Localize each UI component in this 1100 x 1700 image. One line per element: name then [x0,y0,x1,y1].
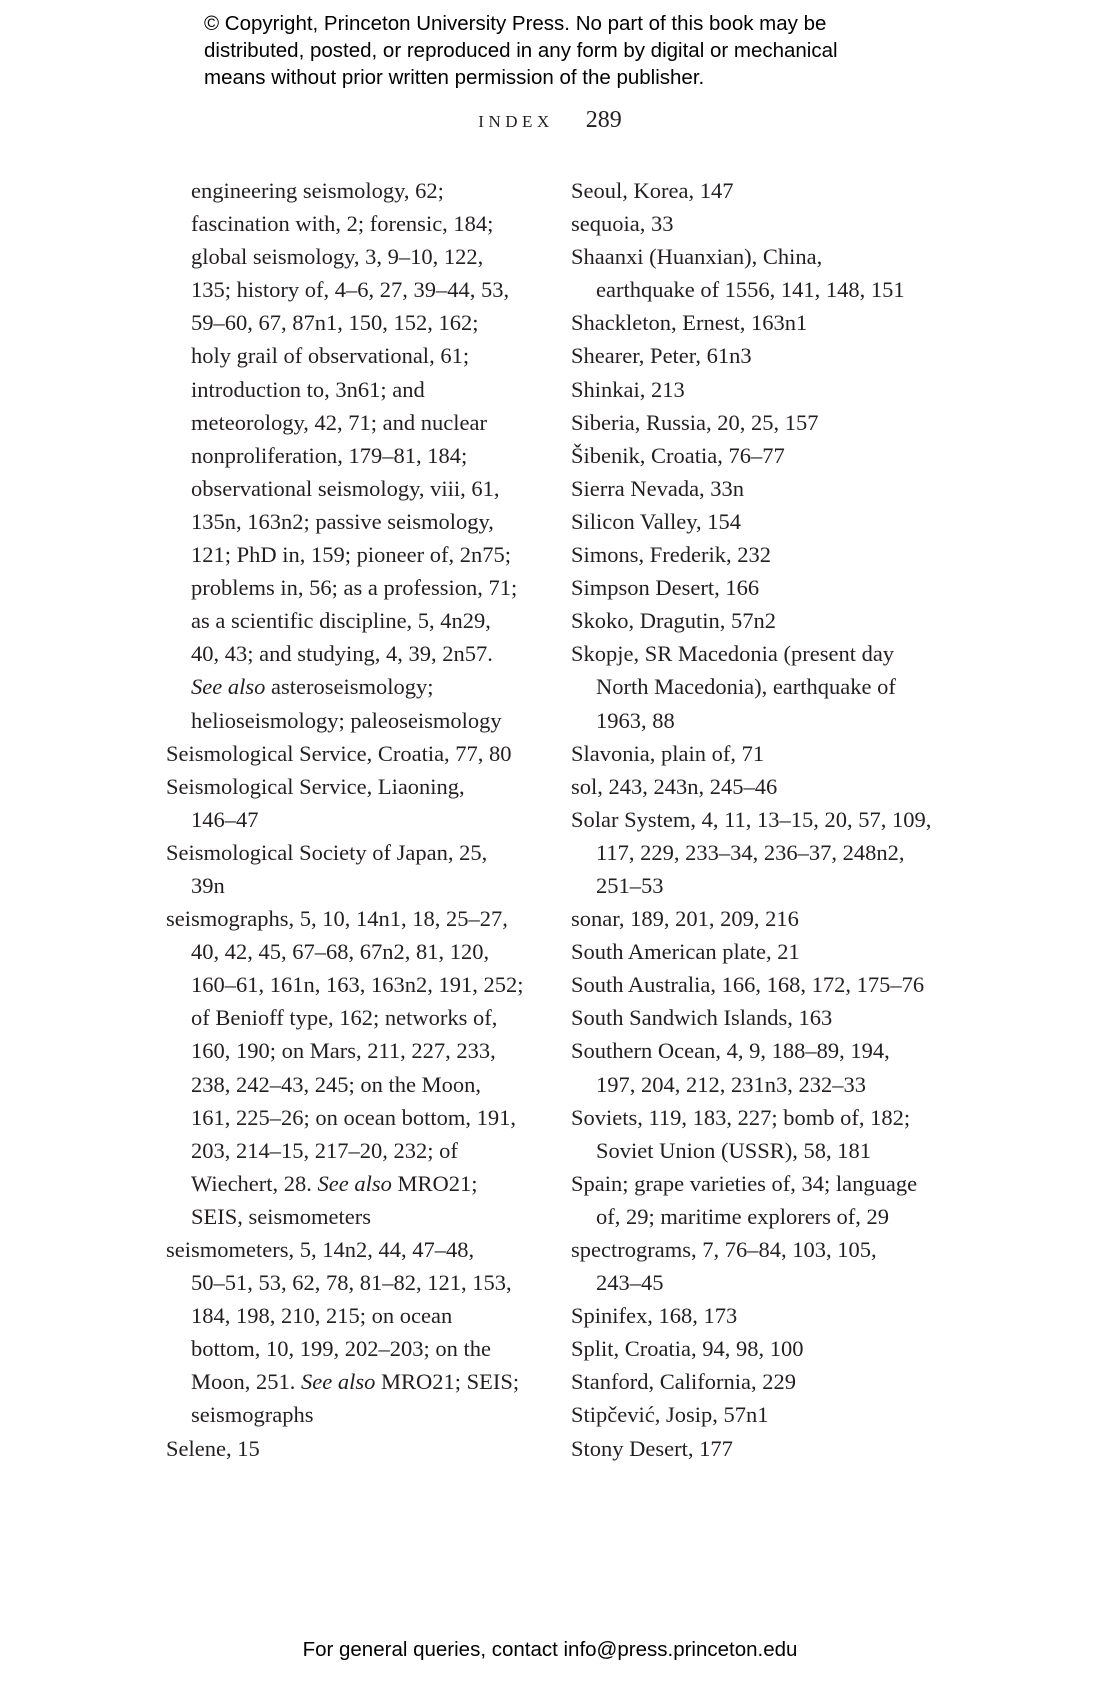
page-number: 289 [585,107,622,133]
index-entry: South Australia, 166, 168, 172, 175–76 [571,972,925,998]
index-line: 238, 242–43, 245; on the Moon, [191,1071,481,1097]
index-entry: Simpson Desert, 166 [571,575,760,601]
index-entry: Stanford, California, 229 [571,1369,796,1395]
index-entry: Southern Ocean, 4, 9, 188–89, 194, [571,1038,890,1064]
index-entry: sol, 243, 243n, 245–46 [571,773,778,799]
index-entry: Sierra Nevada, 33n [571,475,745,501]
index-entry: Soviets, 119, 183, 227; bomb of, 182; [571,1104,911,1130]
index-line: 135n, 163n2; passive seismology, [191,508,494,534]
index-line: global seismology, 3, 9–10, 122, [191,244,484,270]
index-line-see-also: Moon, 251. See also MRO21; SEIS; [191,1369,520,1395]
see-also-label: See also [301,1369,376,1395]
index-entry: Stipčević, Josip, 57n1 [571,1402,769,1428]
index-entry: Spinifex, 168, 173 [571,1303,738,1329]
index-entry: spectrograms, 7, 76–84, 103, 105, [571,1237,877,1262]
index-entry: Solar System, 4, 11, 13–15, 20, 57, 109, [571,806,932,832]
index-entry: Shaanxi (Huanxian), China, [571,244,823,270]
index-line: seismographs [191,1402,314,1428]
index-line: 121; PhD in, 159; pioneer of, 2n75; [191,542,511,568]
index-line: meteorology, 42, 71; and nuclear [191,409,487,435]
index-entry: Šibenik, Croatia, 76–77 [571,442,785,468]
index-entry: Simons, Frederik, 232 [571,542,771,568]
index-entry: Shackleton, Ernest, 163n1 [571,310,808,336]
index-line: observational seismology, viii, 61, [191,475,500,501]
index-entry: Skoko, Dragutin, 57n2 [571,608,776,634]
index-entry: seismographs, 5, 10, 14n1, 18, 25–27, [166,906,508,932]
index-line: 117, 229, 233–34, 236–37, 248n2, [596,839,905,865]
index-entry: sonar, 189, 201, 209, 216 [571,906,799,932]
index-line: 243–45 [596,1270,664,1296]
index-entry: Seismological Service, Croatia, 77, 80 [166,740,512,766]
index-line: earthquake of 1556, 141, 148, 151 [596,277,905,303]
index-line-see-also: See also asteroseismology; [191,674,434,700]
index-entry: Shinkai, 213 [571,376,685,402]
copyright-line: means without prior written permission of the publisher. [204,66,705,89]
index-entry: Shearer, Peter, 61n3 [571,343,752,369]
index-line: 39n [191,872,225,898]
index-line: 160–61, 161n, 163, 163n2, 191, 252; [191,972,524,998]
index-line: of, 29; maritime explorers of, 29 [596,1203,890,1229]
index-line: 184, 198, 210, 215; on ocean [191,1303,453,1329]
index-line-see-also: Wiechert, 28. See also MRO21; [191,1170,478,1196]
index-line: 1963, 88 [596,707,675,733]
index-line: 59–60, 67, 87n1, 150, 152, 162; [191,310,479,336]
index-column-left [166,174,561,1465]
copyright-line: © Copyright, Princeton University Press. No part of this book may be [204,12,827,35]
copyright-notice [204,10,964,91]
index-line: 251–53 [596,872,664,898]
index-line: holy grail of observational, 61; [191,343,470,369]
index-entry: seismometers, 5, 14n2, 44, 47–48, [166,1237,475,1262]
index-entry: Spain; grape varieties of, 34; language [571,1170,918,1196]
index-line: 160, 190; on Mars, 211, 227, 233, [191,1038,496,1064]
index-line: Soviet Union (USSR), 58, 181 [596,1137,872,1163]
index-line: bottom, 10, 199, 202–203; on the [191,1336,491,1362]
index-line: 40, 42, 45, 67–68, 67n2, 81, 120, [191,939,490,965]
index-line: engineering seismology, 62; [191,178,444,203]
index-entry: Selene, 15 [166,1435,260,1461]
index-entry: sequoia, 33 [571,211,674,237]
index-line: 197, 204, 212, 231n3, 232–33 [596,1071,866,1097]
running-head-label: INDEX [478,112,554,131]
index-line: 161, 225–26; on ocean bottom, 191, [191,1104,516,1130]
index-entry: Seismological Service, Liaoning, [166,773,465,799]
index-line: introduction to, 3n61; and [191,376,425,402]
index-entry: Seoul, Korea, 147 [571,178,734,203]
index-entry: Stony Desert, 177 [571,1435,733,1461]
index-line: 50–51, 53, 62, 78, 81–82, 121, 153, [191,1270,512,1296]
index-line: as a scientific discipline, 5, 4n29, [191,608,491,634]
index-line: North Macedonia), earthquake of [596,674,896,700]
index-entry: Slavonia, plain of, 71 [571,740,765,766]
index-line: 146–47 [191,806,259,832]
index-column-right [571,174,991,1465]
index-line: of Benioff type, 162; networks of, [191,1005,498,1031]
index-line: problems in, 56; as a profession, 71; [191,575,518,601]
index-entry: South Sandwich Islands, 163 [571,1005,833,1031]
index-line: 203, 214–15, 217–20, 232; of [191,1137,458,1163]
copyright-line: distributed, posted, or reproduced in any form by digital or mechanical [204,39,838,62]
index-entry: Silicon Valley, 154 [571,508,741,534]
running-head [0,107,1100,134]
index-line: SEIS, seismometers [191,1203,371,1229]
see-also-label: See also [191,674,266,700]
index-entry: South American plate, 21 [571,939,800,965]
index-entry: Siberia, Russia, 20, 25, 157 [571,409,819,435]
index-entry: Seismological Society of Japan, 25, [166,839,488,865]
index-line: fascination with, 2; forensic, 184; [191,211,494,237]
index-line: 135; history of, 4–6, 27, 39–44, 53, [191,277,510,303]
see-also-label: See also [317,1170,392,1196]
index-entry: Skopje, SR Macedonia (present day [571,641,895,667]
index-line: helioseismology; paleoseismology [191,707,502,733]
footer-contact: For general queries, contact info@press.princeton.edu [302,1638,798,1661]
index-entry: Split, Croatia, 94, 98, 100 [571,1336,804,1362]
index-line: 40, 43; and studying, 4, 39, 2n57. [191,641,493,667]
index-line: nonproliferation, 179–81, 184; [191,442,468,468]
